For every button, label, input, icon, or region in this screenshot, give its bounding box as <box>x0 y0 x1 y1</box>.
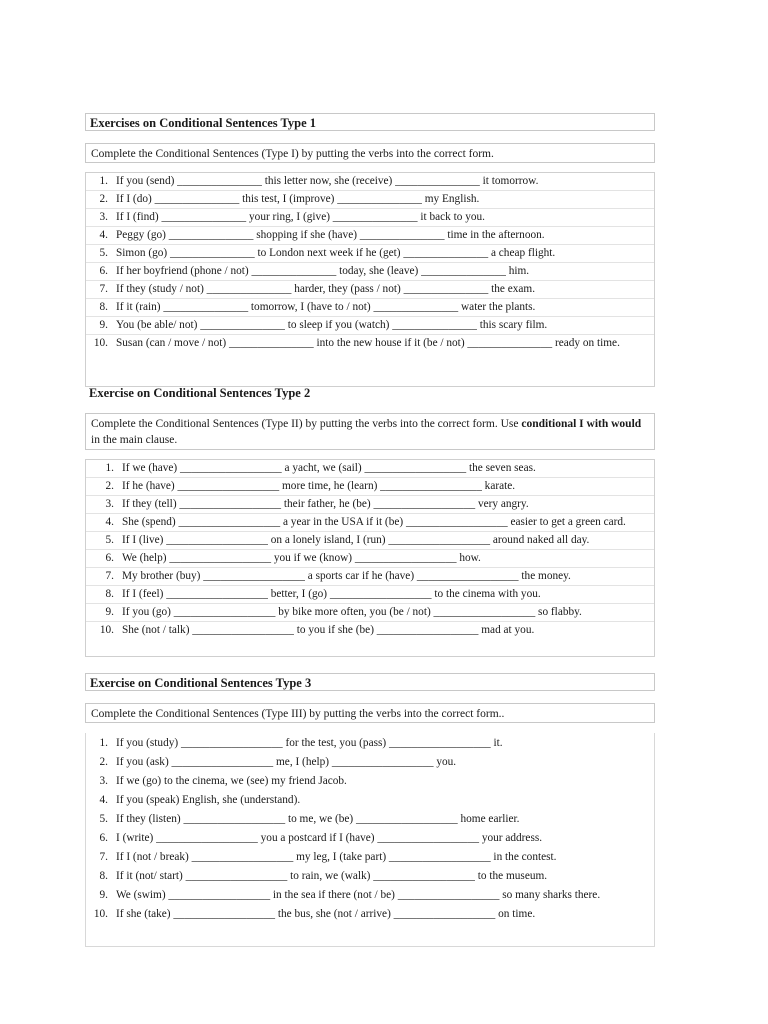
item-text: If they (study / not) _______________ harder, they (pass / not) _______________ the exam. <box>116 283 536 295</box>
item-number: 4. <box>99 229 108 241</box>
list-item <box>86 263 654 281</box>
section1-list <box>85 172 655 387</box>
item-number: 10. <box>99 624 114 636</box>
item-text: If she (take) __________________ the bus, she (not / arrive) __________________ on time. <box>116 908 536 920</box>
item-number: 1. <box>105 462 114 474</box>
list-item <box>86 227 654 245</box>
item-number: 2. <box>105 480 114 492</box>
list-item <box>86 281 654 299</box>
item-text: She (not / talk) __________________ to you if she (be) __________________ mad at you. <box>122 624 535 636</box>
item-number: 7. <box>105 570 114 582</box>
item-number: 7. <box>99 851 108 863</box>
item-number: 1. <box>99 175 108 187</box>
item-text: You (be able/ not) _______________ to sleep if you (watch) _______________ this scary film. <box>116 319 548 331</box>
section2-instruction <box>85 413 655 450</box>
item-text: We (help) __________________ you if we (know) __________________ how. <box>122 552 481 564</box>
item-text: If they (listen) __________________ to me, we (be) __________________ home earlier. <box>116 813 520 825</box>
item-number: 10. <box>93 908 108 920</box>
list-item <box>86 550 654 568</box>
list-item <box>86 604 654 622</box>
item-text: If her boyfriend (phone / not) _______________ today, she (leave) _______________ him. <box>116 265 530 277</box>
list-item <box>86 867 654 886</box>
item-text: We (swim) __________________ in the sea if there (not / be) __________________ so many sharks there. <box>116 889 601 901</box>
item-number: 3. <box>99 211 108 223</box>
item-number: 7. <box>99 283 108 295</box>
list-item <box>86 173 654 191</box>
item-number: 10. <box>93 337 108 349</box>
item-number: 6. <box>105 552 114 564</box>
list-item <box>86 514 654 532</box>
item-text: If I (live) __________________ on a lonely island, I (run) __________________ around naked all day. <box>122 534 590 546</box>
item-number: 9. <box>99 319 108 331</box>
list-item <box>86 478 654 496</box>
item-text: She (spend) __________________ a year in the USA if it (be) __________________ easier to get a green card. <box>122 516 626 528</box>
item-number: 1. <box>99 737 108 749</box>
section2-instruction-b: conditional I with would <box>521 418 642 430</box>
item-number: 9. <box>105 606 114 618</box>
item-number: 8. <box>99 870 108 882</box>
list-item <box>86 317 654 335</box>
item-text: If I (find) _______________ your ring, I (give) _______________ it back to you. <box>116 211 485 223</box>
section2-title: Exercise on Conditional Sentences Type 2 <box>89 386 311 400</box>
list-item <box>86 586 654 604</box>
item-text: If you (study) __________________ for the test, you (pass) __________________ it. <box>116 737 503 749</box>
item-number: 6. <box>99 265 108 277</box>
item-text: Peggy (go) _______________ shopping if she (have) _______________ time in the afternoon. <box>116 229 545 241</box>
item-number: 3. <box>99 775 108 787</box>
list-item <box>86 753 654 772</box>
item-text: Simon (go) _______________ to London next week if he (get) _______________ a cheap flight. <box>116 247 556 259</box>
list-item <box>86 791 654 810</box>
item-text: If it (rain) _______________ tomorrow, I (have to / not) _______________ water the plants. <box>116 301 536 313</box>
item-number: 9. <box>99 889 108 901</box>
item-text: If you (go) __________________ by bike more often, you (be / not) __________________ so flabby. <box>122 606 582 618</box>
item-text: If I (do) _______________ this test, I (improve) _______________ my English. <box>116 193 480 205</box>
list-item <box>86 772 654 791</box>
list-item <box>86 245 654 263</box>
item-text: If I (not / break) __________________ my leg, I (take part) __________________ in the contest. <box>116 851 557 863</box>
list-item <box>86 568 654 586</box>
list-item <box>86 209 654 227</box>
item-number: 3. <box>105 498 114 510</box>
list-item <box>86 905 654 924</box>
list-item <box>86 299 654 317</box>
list-item <box>86 532 654 550</box>
item-number: 2. <box>99 756 108 768</box>
item-number: 8. <box>105 588 114 600</box>
section2-instruction-a: Complete the Conditional Sentences (Type II) by putting the verbs into the correct form. Use <box>91 418 522 430</box>
item-text: If we (have) __________________ a yacht, we (sail) __________________ the seven seas. <box>122 462 536 474</box>
list-item <box>86 829 654 848</box>
item-number: 5. <box>99 247 108 259</box>
list-item <box>86 460 654 478</box>
list-item <box>86 848 654 867</box>
item-number: 4. <box>105 516 114 528</box>
item-text: If I (feel) __________________ better, I (go) __________________ to the cinema with you. <box>122 588 541 600</box>
item-number: 5. <box>105 534 114 546</box>
section2-list <box>85 459 655 657</box>
list-item <box>86 886 654 905</box>
item-text: If you (ask) __________________ me, I (help) __________________ you. <box>116 756 457 768</box>
item-number: 5. <box>99 813 108 825</box>
item-text: Susan (can / move / not) _______________ into the new house if it (be / not) _______________ ready on time. <box>116 337 620 349</box>
section2-instruction-c: in the main clause. <box>91 434 178 446</box>
item-number: 8. <box>99 301 108 313</box>
item-text: If he (have) __________________ more time, he (learn) __________________ karate. <box>122 480 516 492</box>
section3-list <box>85 733 655 947</box>
item-text: I (write) __________________ you a postcard if I (have) __________________ your address. <box>116 832 543 844</box>
item-text: If it (not/ start) __________________ to rain, we (walk) __________________ to the museum. <box>116 870 548 882</box>
item-number: 6. <box>99 832 108 844</box>
list-item <box>86 622 654 639</box>
list-item <box>86 734 654 753</box>
list-item <box>86 191 654 209</box>
section1-title: Exercises on Conditional Sentences Type 1 <box>85 113 655 131</box>
item-text: My brother (buy) __________________ a sports car if he (have) __________________ the money. <box>122 570 571 582</box>
list-item <box>86 496 654 514</box>
item-text: If they (tell) __________________ their father, he (be) __________________ very angry. <box>122 498 529 510</box>
section1-instruction: Complete the Conditional Sentences (Type I) by putting the verbs into the correct form. <box>85 143 655 163</box>
item-text: If you (speak) English, she (understand). <box>116 794 301 806</box>
list-item <box>86 335 654 352</box>
section3-title: Exercise on Conditional Sentences Type 3 <box>85 673 655 691</box>
item-number: 2. <box>99 193 108 205</box>
section3-instruction: Complete the Conditional Sentences (Type III) by putting the verbs into the correct form.. <box>85 703 655 723</box>
item-text: If we (go) to the cinema, we (see) my friend Jacob. <box>116 775 347 787</box>
item-text: If you (send) _______________ this letter now, she (receive) _______________ it tomorrow. <box>116 175 539 187</box>
list-item <box>86 810 654 829</box>
item-number: 4. <box>99 794 108 806</box>
